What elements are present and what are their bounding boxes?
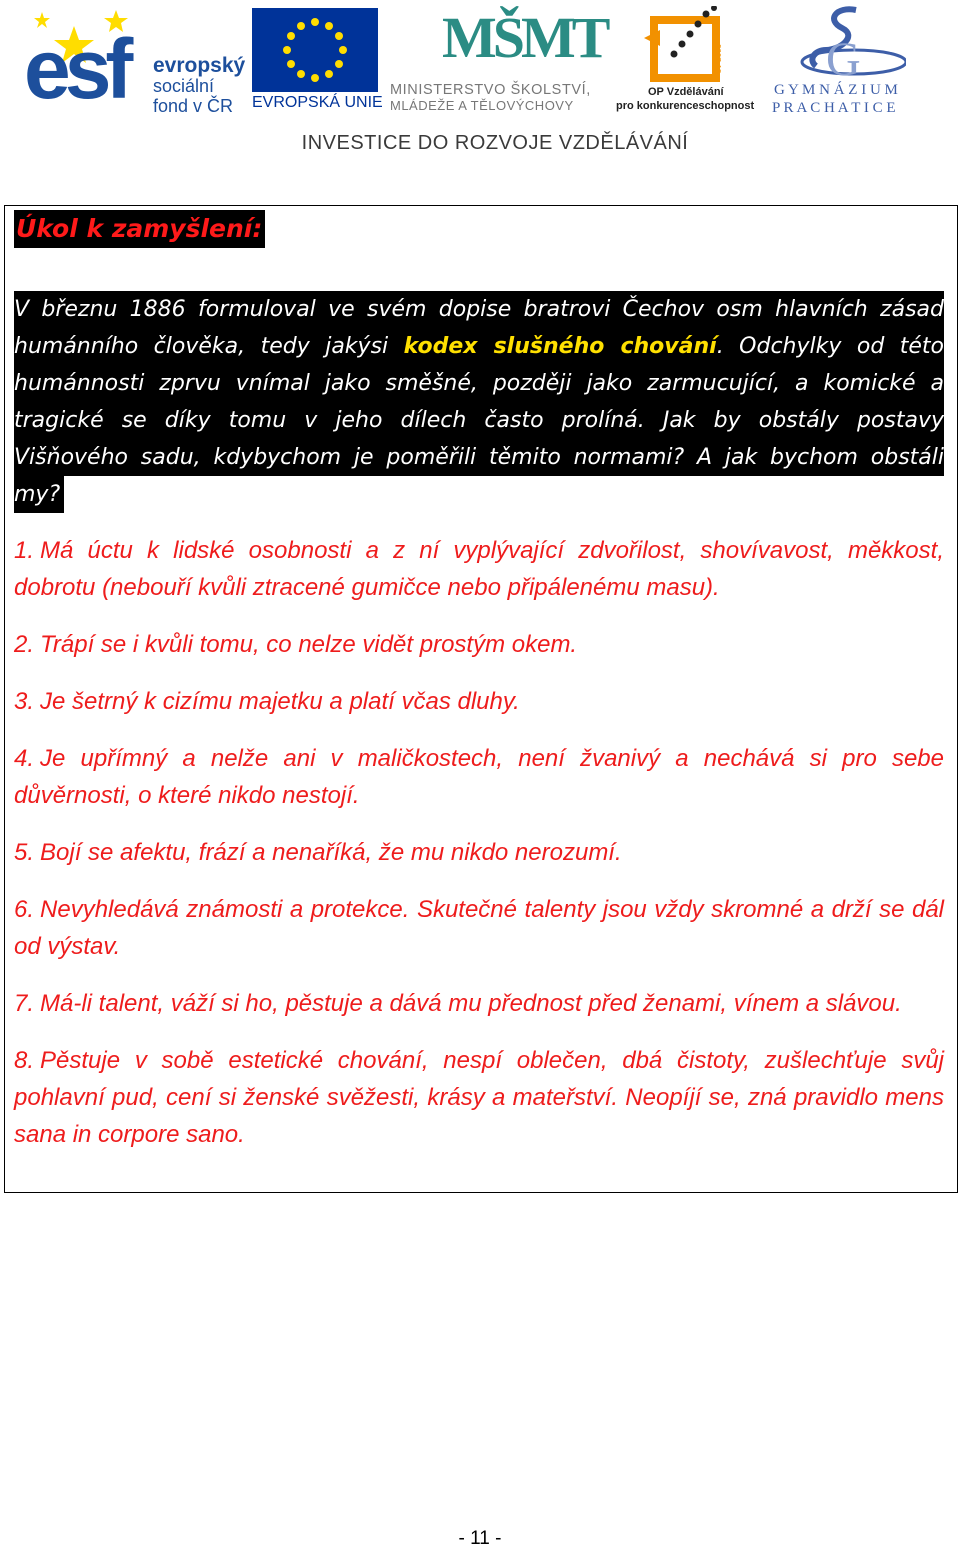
rule-number: 8.	[14, 1047, 35, 1074]
intro-line-4: tragické se díky tomu v jeho dílech často prolíná. Jak by obstály postavy	[14, 402, 944, 439]
list-item	[14, 1042, 944, 1153]
rule-text: Je šetrný k cizímu majetku a platí včas dluhy.	[40, 688, 520, 715]
gymnazium-logo	[768, 6, 938, 114]
eu-logo	[252, 8, 383, 112]
msmt-line2: MLÁDEŽE A TĚLOVÝCHOVY	[390, 98, 574, 113]
intro-line-3: humánnosti zprvu vnímal jako směšné, později jako zarmucující, a komické a	[14, 365, 944, 402]
eu-flag-icon	[252, 8, 378, 92]
rule-number: 3.	[14, 688, 35, 715]
msmt-mark: MŠMT	[442, 5, 607, 70]
esf-line2: sociální	[153, 76, 215, 96]
intro-line-2	[14, 328, 944, 365]
rule-text: Má úctu k lidské osobnosti a z ní vyplývající zdvořilost, shovívavost, měkkost, dobrotu (nebouří kvůli ztracené gumičce nebo připálenému masu).	[14, 537, 944, 601]
intro-line-2c: . Odchylky od této	[716, 334, 945, 359]
gymnazium-mark: G	[826, 33, 861, 86]
list-item	[14, 532, 944, 606]
list-item	[14, 891, 944, 965]
intro-line-2a: humánního člověka, tedy jakýsi	[14, 334, 404, 359]
rule-number: 5.	[14, 839, 35, 866]
investice-tagline: INVESTICE DO ROZVOJE VZDĚLÁVÁNÍ	[301, 132, 689, 154]
header-logos	[0, 0, 960, 170]
intro-line-5: Višňového sadu, kdybychom je poměřili těmito normami? A jak bychom obstáli	[14, 439, 944, 476]
esf-line1: evropský	[153, 54, 246, 77]
intro-line-1: V březnu 1886 formuloval ve svém dopise bratrovi Čechov osm hlavních zásad	[14, 291, 944, 328]
list-item	[14, 683, 944, 720]
rule-text: Bojí se afektu, frází a nenaříká, že mu nikdo nerozumí.	[40, 839, 622, 866]
task-heading: Úkol k zamyšlení:	[14, 210, 265, 248]
list-item	[14, 740, 944, 814]
rule-text: Nevyhledává známosti a protekce. Skutečné talenty jsou vždy skromné a drží se dál od výstav.	[14, 896, 944, 960]
gymnazium-line1: G Y M N Á Z I U M	[774, 82, 898, 98]
op-logo	[614, 6, 764, 114]
op-line2: pro konkurenceschopnost	[616, 100, 755, 112]
rule-number: 1.	[14, 537, 35, 564]
list-item	[14, 834, 944, 871]
highlight-kodex: kodex slušného chování	[403, 334, 717, 359]
intro-line-6: my?	[14, 476, 64, 513]
op-line1: OP Vzdělávání	[648, 86, 724, 98]
page-number: - 11 -	[458, 1528, 502, 1549]
rule-number: 2.	[14, 631, 35, 658]
list-item	[14, 985, 944, 1022]
rule-number: 4.	[14, 745, 35, 772]
rule-text: Je upřímný a nelže ani v maličkostech, není žvanivý a nechává si pro sebe důvěrnosti, o které nikdo nestojí.	[14, 745, 944, 809]
rule-text: Má-li talent, váží si ho, pěstuje a dává mu přednost před ženami, vínem a slávou.	[40, 990, 902, 1017]
intro-paragraph	[14, 291, 944, 513]
rule-text: Pěstuje v sobě estetické chování, nespí oblečen, dbá čistoty, zušlechťuje svůj pohlavní pud, cení si ženské svěžesti, krásy a mateřství. Neopíjí se, zná pravidlo mens sana in corpore sano.	[14, 1047, 944, 1148]
rule-text: Trápí se i kvůli tomu, co nelze vidět prostým okem.	[40, 631, 578, 658]
rule-number: 6.	[14, 896, 35, 923]
rules-list	[14, 532, 944, 1173]
list-item	[14, 626, 944, 663]
esf-logo	[24, 6, 244, 114]
eu-label: EVROPSKÁ UNIE	[252, 94, 383, 111]
msmt-line1: MINISTERSTVO ŠKOLSTVÍ,	[390, 82, 591, 98]
op-years: 2007-13	[713, 44, 722, 74]
rule-number: 7.	[14, 990, 35, 1017]
gymnazium-line2: P R A C H A T I C E	[772, 100, 896, 116]
esf-mark-text: esf	[24, 22, 128, 116]
esf-line3: fond v ČR	[153, 96, 234, 116]
msmt-logo	[390, 4, 610, 114]
